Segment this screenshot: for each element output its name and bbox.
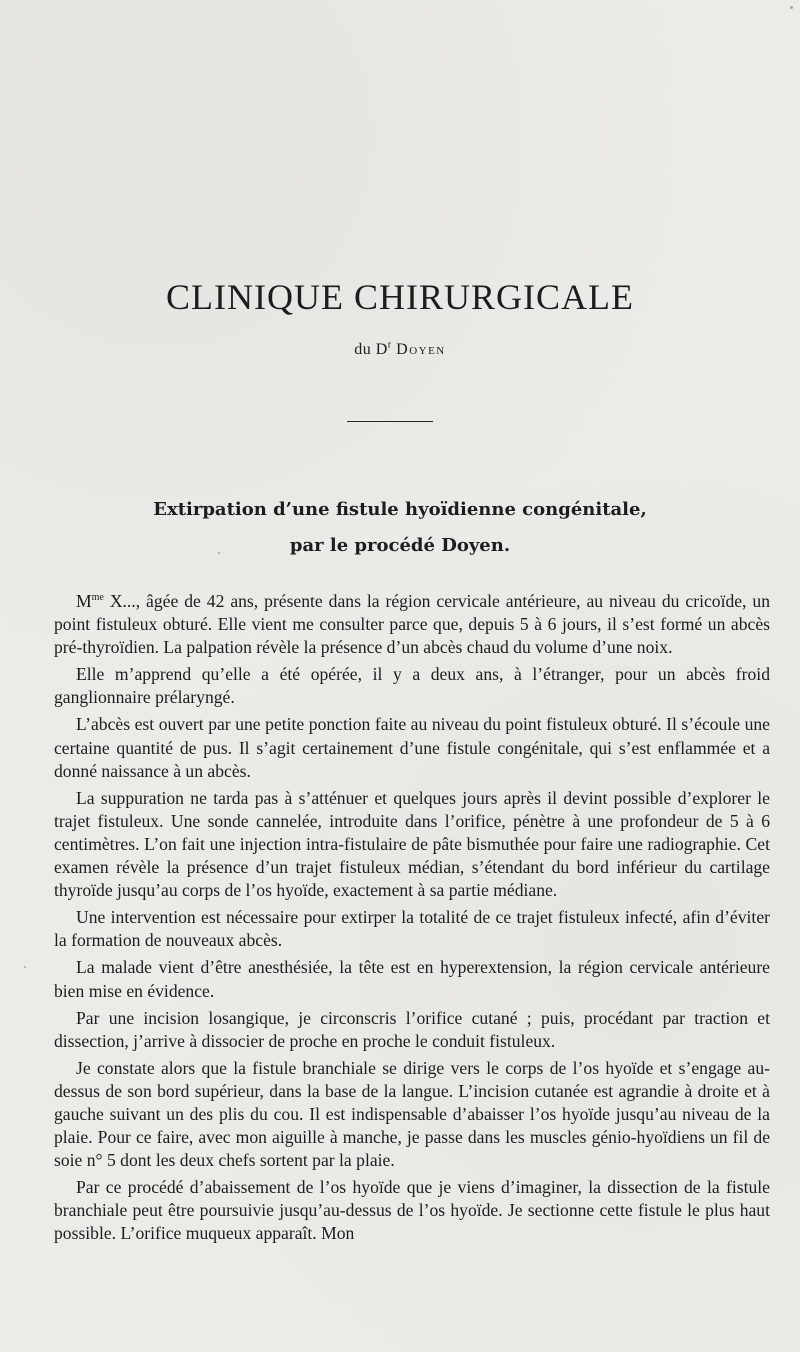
print-speck xyxy=(790,6,793,9)
author-prefix: du D xyxy=(354,341,388,358)
print-speck xyxy=(24,966,26,968)
paragraph-text: Par ce procédé d’abaissement de l’os hyoïde que je viens d’imaginer, la dissection de la fistule branchiale peut être poursuivie jusqu’au-dessus de l’os hyoïde. Je sectionne cette fistule le plus haut possible. L’orifice muqueux apparaît. Mon xyxy=(54,1177,770,1244)
page-title: CLINIQUE CHIRURGICALE xyxy=(166,277,634,317)
article-title-line-2: par le procédé Doyen. xyxy=(289,535,511,556)
paragraph-lead-superscript: me xyxy=(91,592,104,604)
paragraph-text: Elle m’apprend qu’elle a été opérée, il y a deux ans, à l’étranger, pour un abcès froid ganglionnaire prélaryngé. xyxy=(54,664,770,708)
paragraph-text: La suppuration ne tarda pas à s’atténuer et quelques jours après il devint possible d’explorer le trajet fistuleux. Une sonde cannelée, introduite dans l’orifice, pénètre à une profondeur de 5 à 6 centimètres. L’on fait une injection intra-fistulaire de pâte bismuthée pour faire une radiographie. Cet examen révèle la présence d’un trajet fistuleux médian, s’étendant du bord inférieur du cartilage thyroïde jusqu’au corps de l’os hyoïde, exactement à sa partie médiane. xyxy=(54,787,770,901)
paragraph xyxy=(54,1057,770,1172)
article-title-line-1: Extirpation d’une fistule hyoïdienne congénitale, xyxy=(153,499,647,520)
print-speck xyxy=(218,552,220,554)
paragraph xyxy=(54,713,770,782)
author-line xyxy=(0,341,800,359)
paragraph-text: Une intervention est nécessaire pour extirper la totalité de ce trajet fistuleux infecté, afin d’éviter la formation de nouveaux abcès. xyxy=(54,907,770,951)
paragraph xyxy=(54,1176,770,1245)
article-title xyxy=(0,492,800,564)
section-divider xyxy=(347,421,433,422)
paragraph xyxy=(54,956,770,1002)
paragraph-text: X..., âgée de 42 ans, présente dans la région cervicale antérieure, au niveau du cricoïde, un point fistuleux obturé. Elle vient me consulter parce que, depuis 5 à 6 jours, il s’est formé un abcès pré-thyroïdien. La palpation révèle la présence d’un abcès chaud du volume d’une noix. xyxy=(54,591,770,658)
author-name: Doyen xyxy=(396,341,446,358)
paragraph xyxy=(54,906,770,952)
author-title-superscript: r xyxy=(387,339,392,351)
paragraph xyxy=(54,787,770,902)
paragraph-text: L’abcès est ouvert par une petite ponction faite au niveau du point fistuleux obturé. Il s’écoule une certaine quantité de pus. Il s’agit certainement d’une fistule congénitale, qui s’est enflammée et a donné naissance à un abcès. xyxy=(54,714,770,781)
paragraph-text: Par une incision losangique, je circonscris l’orifice cutané ; puis, procédant par traction et dissection, j’arrive à dissocier de proche en proche le conduit fistuleux. xyxy=(54,1007,770,1051)
paragraph-text: La malade vient d’être anesthésiée, la tête est en hyperextension, la région cervicale antérieure bien mise en évidence. xyxy=(54,957,770,1001)
paragraph xyxy=(54,663,770,709)
paragraph xyxy=(54,1007,770,1053)
paragraph-lead: M xyxy=(76,591,92,611)
paragraph xyxy=(54,590,770,659)
article-body xyxy=(54,590,770,1250)
paragraph-text: Je constate alors que la fistule branchiale se dirige vers le corps de l’os hyoïde et s’engage au-dessus de son bord supérieur, dans la base de la langue. L’incision cutanée est agrandie à droite et à gauche suivant un des plis du cou. Il est indispensable d’abaisser l’os hyoïde jusqu’au niveau de la plaie. Pour ce faire, avec mon aiguille à manche, je passe dans les muscles génio-hyoïdiens un fil de soie n° 5 dont les deux chefs sortent par la plaie. xyxy=(54,1057,770,1171)
